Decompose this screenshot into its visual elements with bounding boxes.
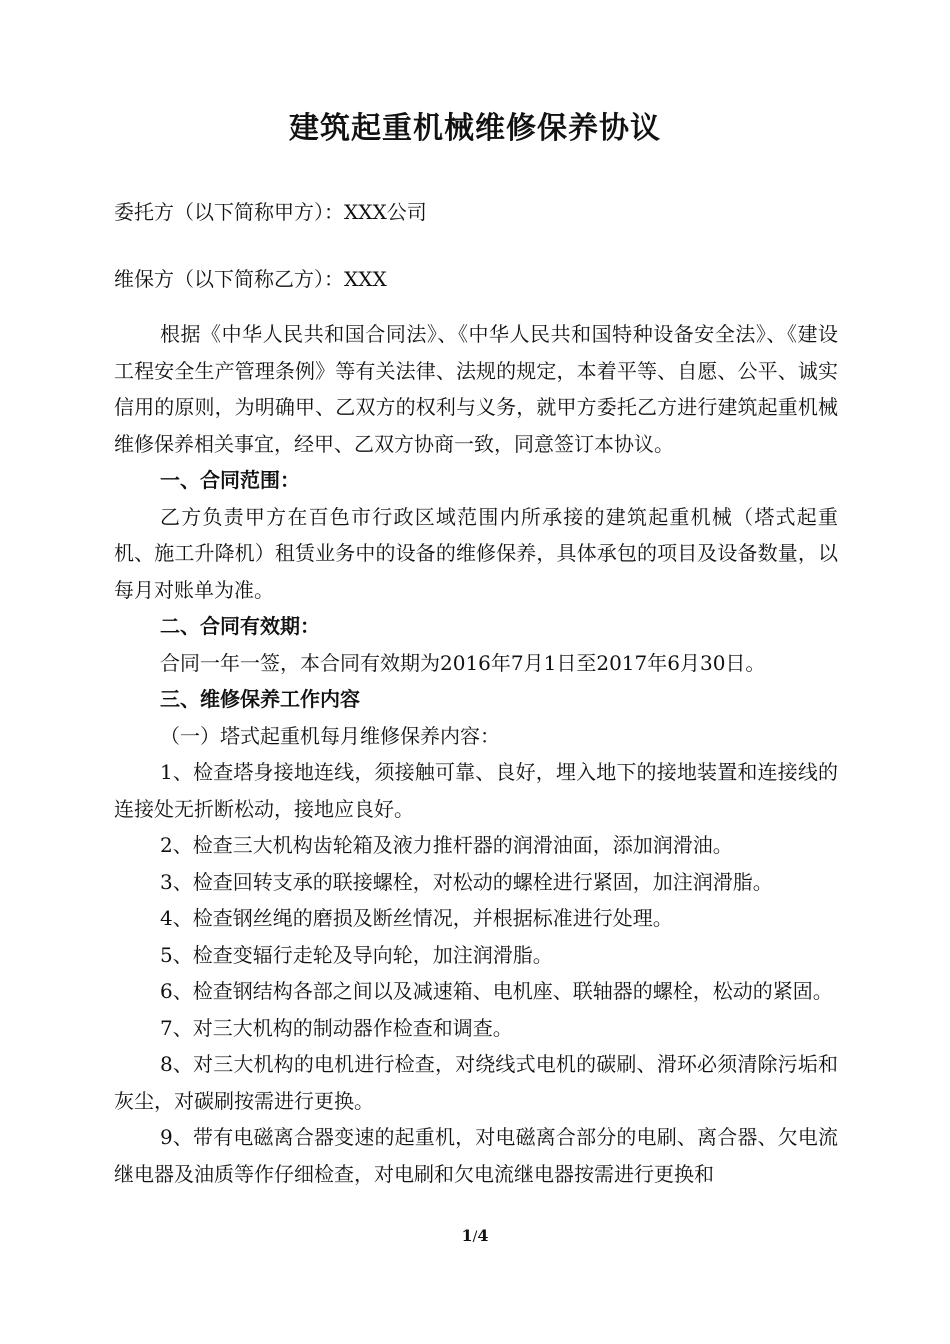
document-body [114, 316, 838, 1192]
section-1-heading: 一、合同范围： [160, 468, 300, 492]
section-1-text: 乙方负责甲方在百色市行政区域范围内所承接的建筑起重机械（塔式起重机、施工升降机）租赁业务中的设备的维修保养，具体承包的项目及设备数量，以每月对账单为准。 [114, 504, 838, 602]
section-2-text: 合同一年一签，本合同有效期为2016年7月1日至2017年6月30日。 [160, 650, 766, 675]
page-current: 1 [461, 1226, 473, 1245]
party-a-line: 委托方（以下简称甲方）：XXX公司 [114, 200, 427, 224]
list-item: 2、检查三大机构齿轮箱及液力推杆器的润滑油面，添加润滑油。 [160, 833, 733, 857]
list-item: 7、对三大机构的制动器作检查和调查。 [160, 1015, 513, 1040]
list-item: 8、对三大机构的电机进行检查，对绕线式电机的碳刷、滑环必须清除污垢和灰尘，对碳刷按需进行更换。 [114, 1052, 838, 1113]
section-3-heading: 三、维修保养工作内容 [160, 687, 360, 711]
list-item: 5、检查变辐行走轮及导向轮，加注润滑脂。 [160, 942, 553, 967]
document-title: 建筑起重机械维修保养协议 [289, 111, 661, 146]
page-total: 4 [477, 1226, 489, 1245]
list-item: 4、检查钢丝绳的磨损及断丝情况，并根据标准进行处理。 [160, 906, 673, 930]
page-separator: / [472, 1229, 478, 1245]
list-item: 9、带有电磁离合器变速的起重机，对电磁离合部分的电刷、离合器、欠电流继电器及油质等作仔细检查，对电刷和欠电流继电器按需进行更换和 [114, 1125, 838, 1186]
list-item: 3、检查回转支承的联接螺栓，对松动的螺栓进行紧固，加注润滑脂。 [160, 869, 773, 894]
page-number [0, 1226, 950, 1245]
party-b-line: 维保方（以下简称乙方）：XXX [114, 267, 387, 291]
section-3-subheading: （一）塔式起重机每月维修保养内容： [160, 723, 500, 748]
list-item: 6、检查钢结构各部之间以及减速箱、电机座、联轴器的螺栓，松动的紧固。 [160, 979, 833, 1003]
list-item: 1、检查塔身接地连线，须接触可靠、良好，埋入地下的接地装置和连接线的连接处无折断松动，接地应良好。 [114, 760, 838, 821]
preamble-paragraph: 根据《中华人民共和国合同法》、《中华人民共和国特种设备安全法》、《建设工程安全生产管理条例》等有关法律、法规的规定，本着平等、自愿、公平、诚实信用的原则，为明确甲、乙双方的权利与义务，就甲方委托乙方进行建筑起重机械维修保养相关事宜，经甲、乙双方协商一致，同意签订本协议。 [114, 322, 838, 456]
section-2-heading: 二、合同有效期： [160, 614, 320, 638]
